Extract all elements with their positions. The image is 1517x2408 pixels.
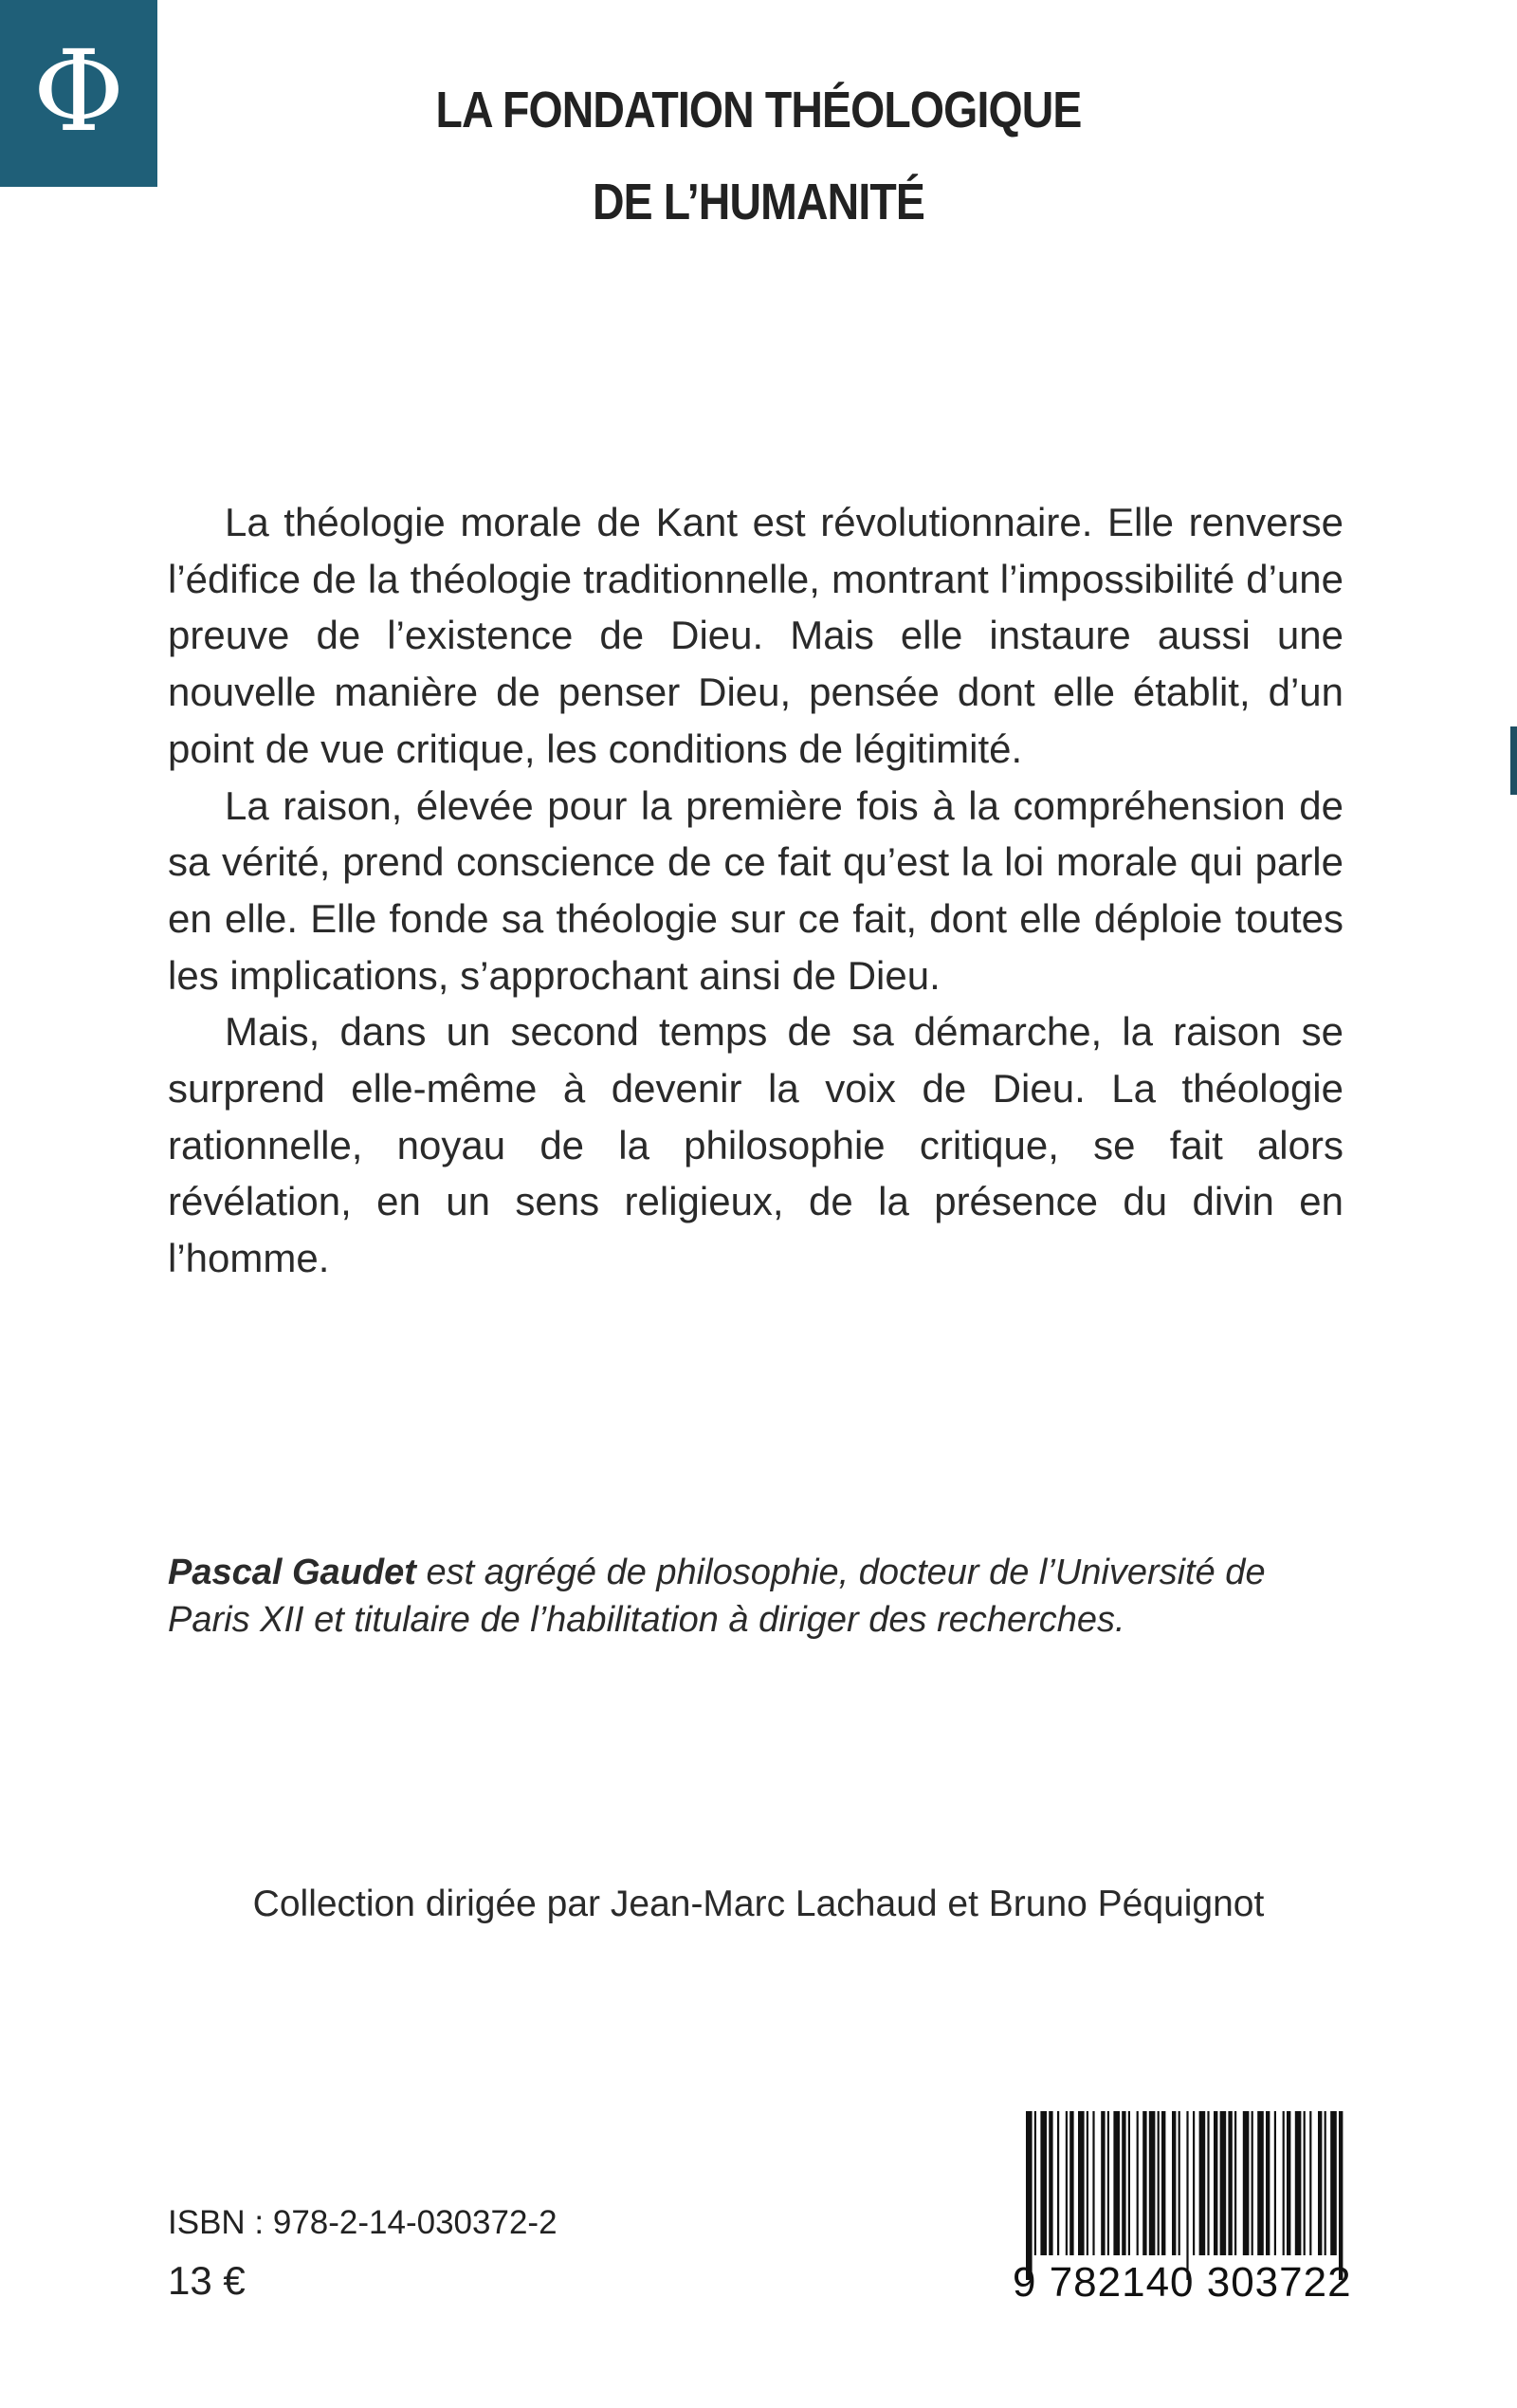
blurb-paragraph-1: La théologie morale de Kant est révolutionnaire. Elle renverse l’édifice de la théologie traditionnelle, montrant l’impossibilité d’une preuve de l’existence de Dieu. Mais elle instaure aussi une nouvelle manière de penser Dieu, pensée dont elle établit, d’un point de vue critique, les conditions de légitimité. bbox=[168, 500, 1343, 771]
barcode-bar bbox=[1339, 2111, 1343, 2280]
barcode-bar bbox=[1034, 2111, 1036, 2255]
barcode-bar bbox=[1186, 2111, 1188, 2280]
barcode-bar bbox=[1087, 2111, 1088, 2255]
barcode-bar bbox=[1234, 2111, 1236, 2255]
phi-icon: Φ bbox=[32, 25, 125, 156]
barcode-bar bbox=[1057, 2111, 1059, 2255]
barcode-bar bbox=[1101, 2111, 1105, 2255]
barcode-bar bbox=[1158, 2111, 1160, 2255]
barcode-bar bbox=[1107, 2111, 1109, 2255]
blurb-paragraph-2: La raison, élevée pour la première fois à la compréhension de sa vérité, prend conscience de ce fait qu’est la loi morale qui parle en elle. Elle fonde sa théologie sur ce fait, dont elle déploie toutes les implications, s’approchant ainsi de Dieu. bbox=[168, 782, 1343, 998]
title-line-2: DE L’HUMANITÉ bbox=[592, 174, 925, 230]
barcode-bar bbox=[1207, 2111, 1209, 2255]
barcode-bar bbox=[1128, 2111, 1130, 2255]
barcode-bar bbox=[1026, 2111, 1033, 2280]
barcode-bar bbox=[1199, 2111, 1206, 2255]
barcode-bar bbox=[1049, 2111, 1052, 2255]
barcode-bar bbox=[1066, 2111, 1068, 2255]
barcode-bar bbox=[1193, 2111, 1195, 2255]
isbn: ISBN : 978-2-14-030372-2 bbox=[168, 2204, 557, 2241]
barcode-bar bbox=[1172, 2111, 1176, 2255]
barcode-bar bbox=[1214, 2111, 1217, 2255]
barcode-bar bbox=[1318, 2111, 1322, 2255]
barcode-bar bbox=[1137, 2111, 1139, 2255]
barcode-bar bbox=[1252, 2111, 1253, 2255]
barcode-bar bbox=[1069, 2111, 1073, 2255]
barcode-bar bbox=[1295, 2111, 1302, 2255]
barcode-bar bbox=[1330, 2111, 1337, 2255]
publisher-logo bbox=[0, 0, 157, 187]
barcode-bar bbox=[1161, 2111, 1165, 2255]
blurb bbox=[168, 494, 1343, 1287]
barcode-bar bbox=[1274, 2111, 1276, 2255]
book-title bbox=[351, 64, 1166, 248]
author-bio bbox=[168, 1549, 1343, 1644]
barcode-bar bbox=[1266, 2111, 1270, 2255]
author-bio-text: est agrégé de philosophie, docteur de l’Université de Paris XII et titulaire de l’habilitation à diriger des recherches. bbox=[168, 1553, 1266, 1640]
barcode-bar bbox=[1040, 2111, 1047, 2255]
barcode-bar bbox=[1304, 2111, 1306, 2255]
price: 13 € bbox=[168, 2258, 246, 2303]
barcode-bar bbox=[1243, 2111, 1250, 2255]
barcode-bar bbox=[1228, 2111, 1232, 2255]
barcode-bar bbox=[1078, 2111, 1085, 2255]
author-name: Pascal Gaudet bbox=[168, 1553, 416, 1592]
barcode-bar bbox=[1179, 2111, 1180, 2255]
barcode-bar bbox=[1325, 2111, 1326, 2255]
barcode-bar bbox=[1220, 2111, 1227, 2255]
barcode-bar bbox=[1113, 2111, 1120, 2255]
title-line-1: LA FONDATION THÉOLOGIQUE bbox=[435, 82, 1082, 138]
barcode-bar bbox=[1287, 2111, 1290, 2255]
barcode-bar bbox=[1142, 2111, 1146, 2255]
barcode-bar bbox=[1257, 2111, 1264, 2255]
collection-credit: Collection dirigée par Jean-Marc Lachaud et Bruno Péquignot bbox=[252, 1884, 1265, 1924]
barcode-bar bbox=[1122, 2111, 1125, 2255]
blurb-paragraph-3: Mais, dans un second temps de sa démarche, la raison se surprend elle-même à devenir la voix de Dieu. La théologie rationnelle, noyau de la philosophie critique, se fait alors révélation, en un sens religieux, de la présence du divin en l’homme. bbox=[168, 1009, 1343, 1281]
spine-marker bbox=[1510, 726, 1517, 795]
barcode-bar bbox=[1092, 2111, 1094, 2255]
barcode-digits: 9 782140 303722 bbox=[1013, 2259, 1352, 2306]
barcode-bar bbox=[1283, 2111, 1285, 2255]
barcode-bar bbox=[1309, 2111, 1311, 2255]
barcode-bar bbox=[1149, 2111, 1156, 2255]
